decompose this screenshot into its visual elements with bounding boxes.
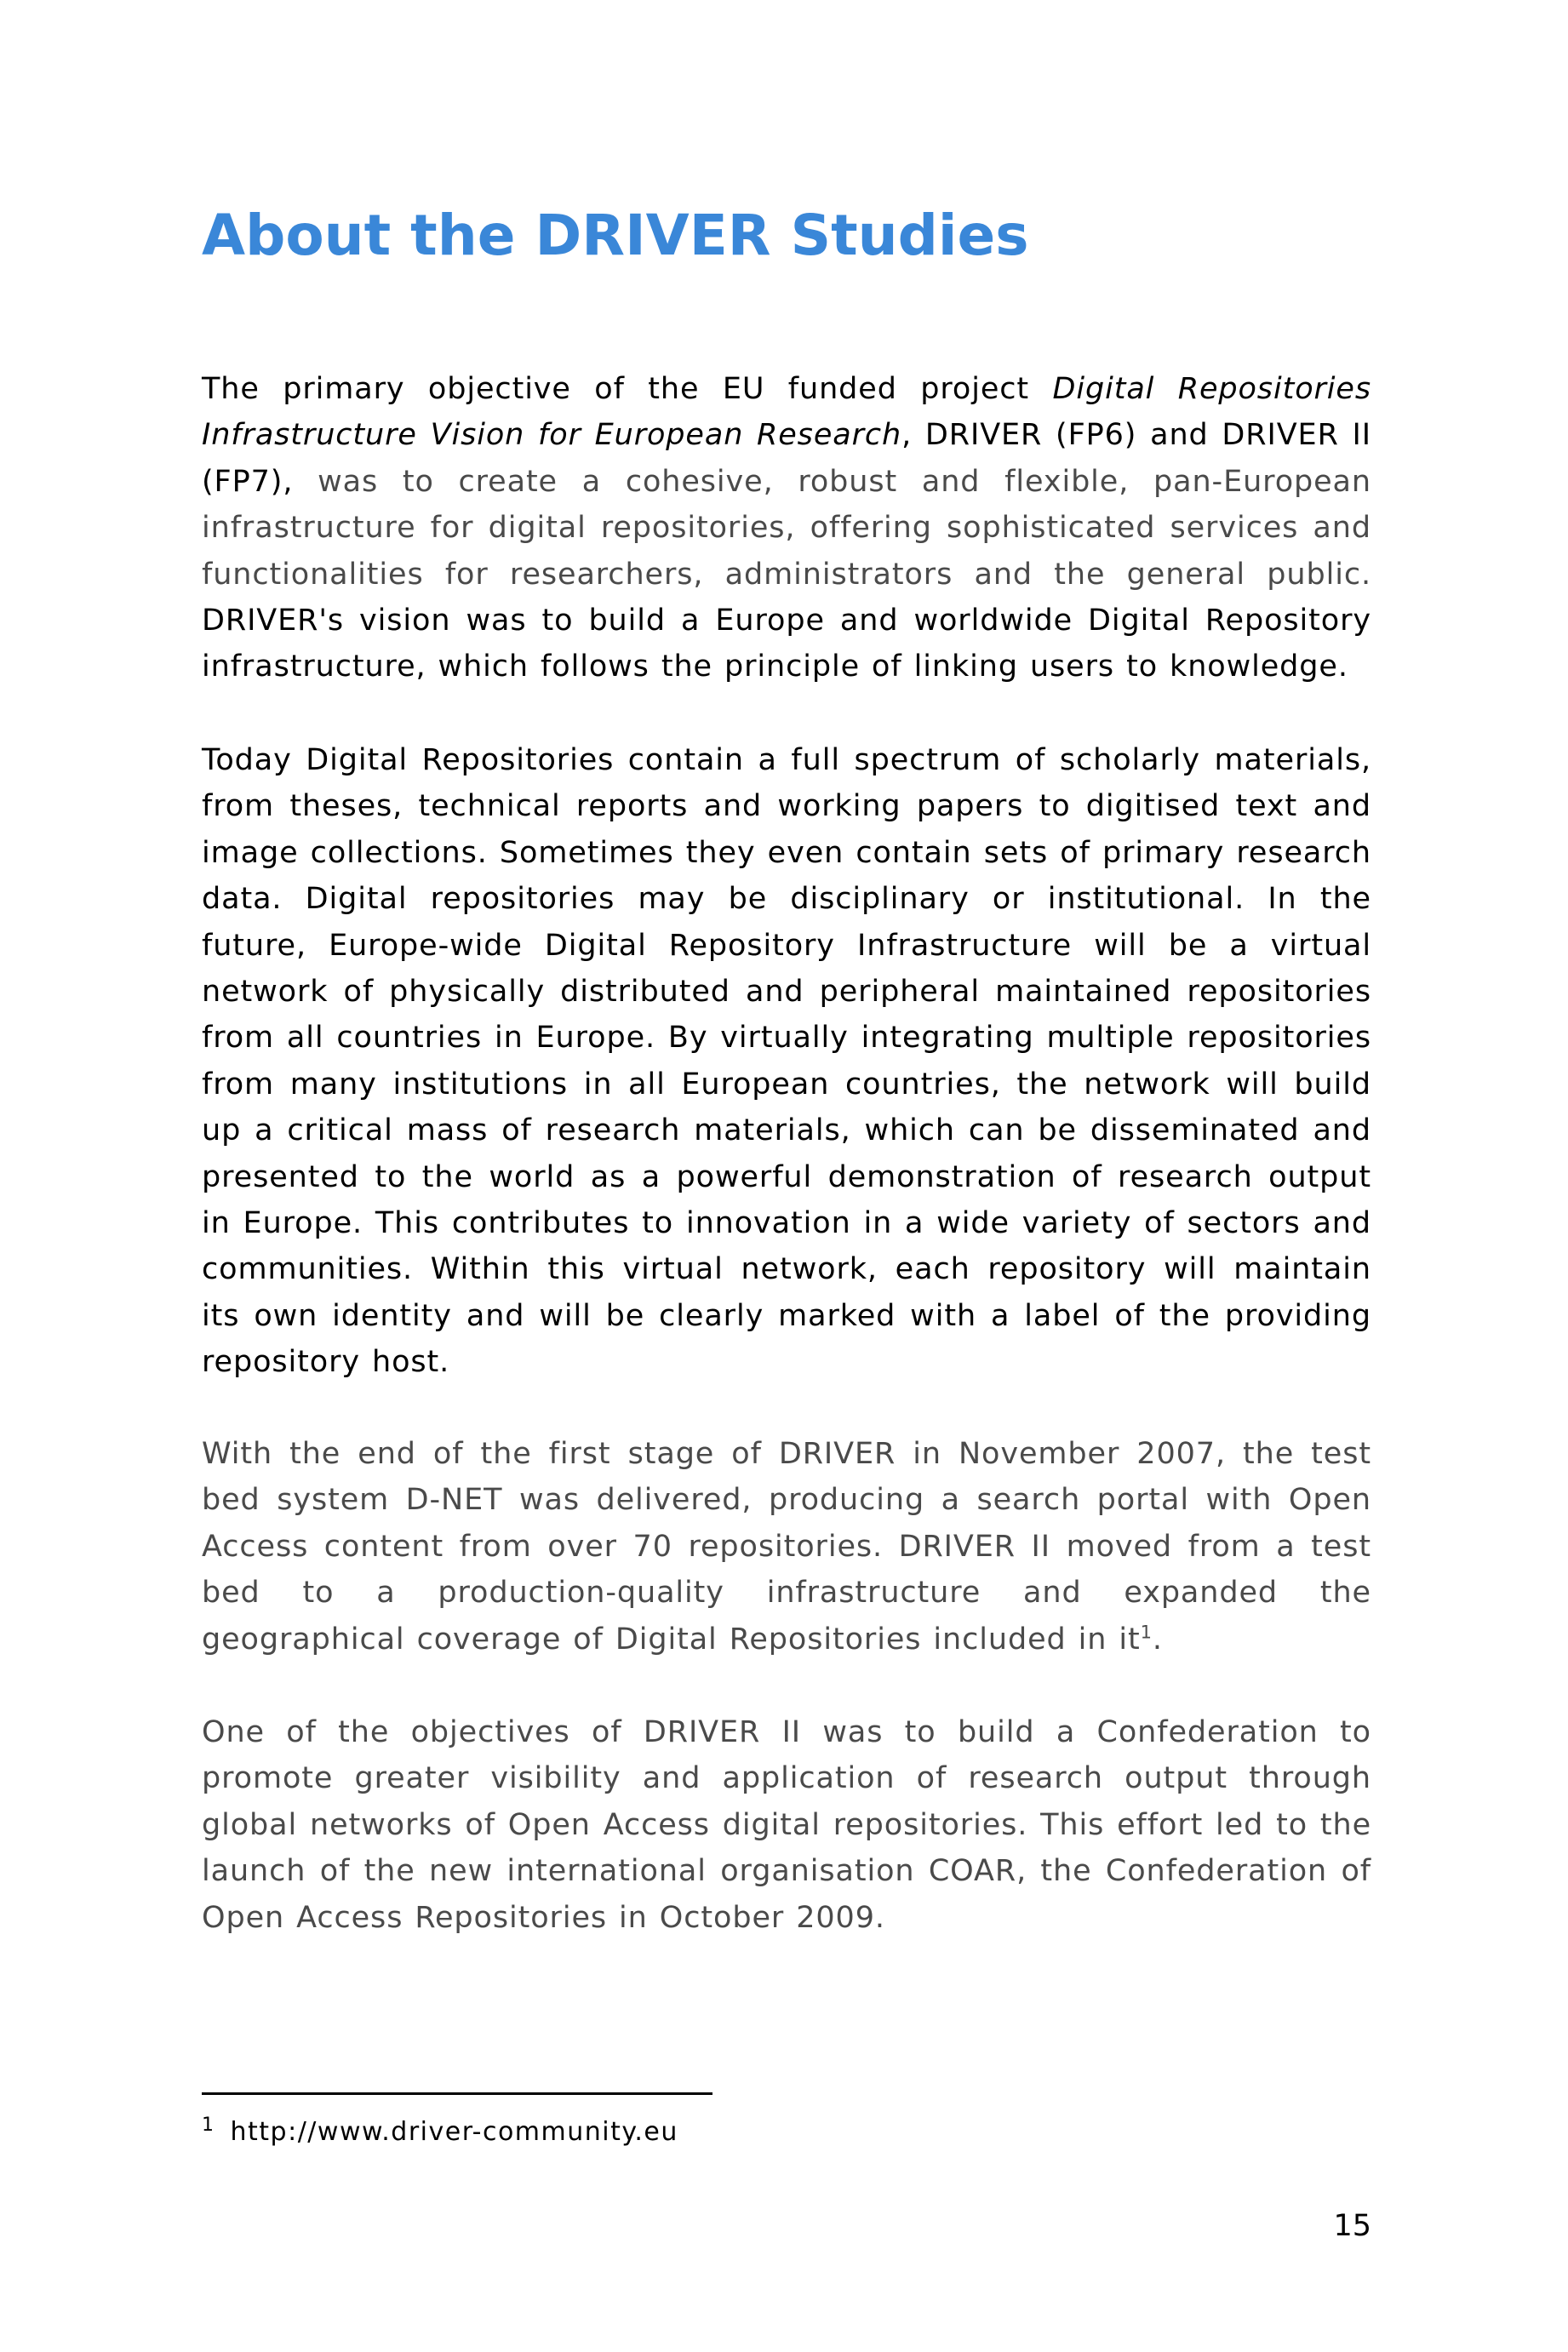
page-number: 15 (1333, 2209, 1371, 2243)
paragraph-1-intro: The primary objective of the EU funded project (202, 372, 1053, 406)
footnote-separator (202, 2092, 712, 2095)
paragraph-1-middle: was to create a cohesive, robust and flexible, pan-European infrastructure for digital repositories, offering sophisticated services and functionalities for researchers, administrators and the general public. (202, 464, 1371, 592)
paragraph-1-end: DRIVER's vision was to build a Europe and worldwide Digital Repository infrastructure, which follows the principle of linking users to knowledge. (202, 604, 1371, 684)
paragraph-coar: One of the objectives of DRIVER II was to build a Confederation to promote greater visibility and application of research output through global networks of Open Access digital repositories. This effort led to the launch of the new international organisation COAR, the Confederation of Open Access Repositories in October 2009. (202, 1715, 1371, 1935)
project-name: Digital Repositories Infrastructure Vision for European Research (202, 372, 1371, 453)
footnote (202, 2110, 678, 2155)
paragraph-digital-repositories: Today Digital Repositories contain a full spectrum of scholarly materials, from theses, technical reports and working papers to digitised text and image collections. Sometimes they even contain sets of primary research data. Digital repositories may be disciplinary or institutional. In the future, Europe-wide Digital Repository Infrastructure will be a virtual network of physically distributed and peripheral maintained repositories from all countries in Europe. By virtually integrating multiple repositories from many institutions in all European countries, the network will build up a critical mass of research materials, which can be disseminated and presented to the world as a powerful demonstration of research output in Europe. This contributes to innovation in a wide variety of sectors and communities. Within this virtual network, each repository will maintain its own identity and will be clearly marked with a label of the providing repository host. (202, 743, 1371, 1380)
paragraph-project-objective (202, 366, 1371, 690)
footnote-reference[interactable]: 1 (1140, 1621, 1153, 1642)
paragraph-3-text: With the end of the first stage of DRIVER in November 2007, the test bed system D-NET was delivered, producing a search portal with Open Access content from over 70 repositories. DRIVER II moved from a test bed to a production-quality infrastructure and expanded the geographical coverage of Digital Repositories included in it (202, 1437, 1371, 1657)
paragraph-driver-history (202, 1431, 1371, 1662)
footnote-link[interactable]: http://www.driver-community.eu (230, 2117, 678, 2147)
paragraph-1-after-name: , DRIVER (FP6) and DRIVER II (FP7), (202, 418, 1371, 499)
page-title: About the DRIVER Studies (202, 203, 1029, 268)
footnote-number: 1 (202, 2115, 215, 2136)
paragraph-3-trailing: . (1152, 1622, 1163, 1657)
